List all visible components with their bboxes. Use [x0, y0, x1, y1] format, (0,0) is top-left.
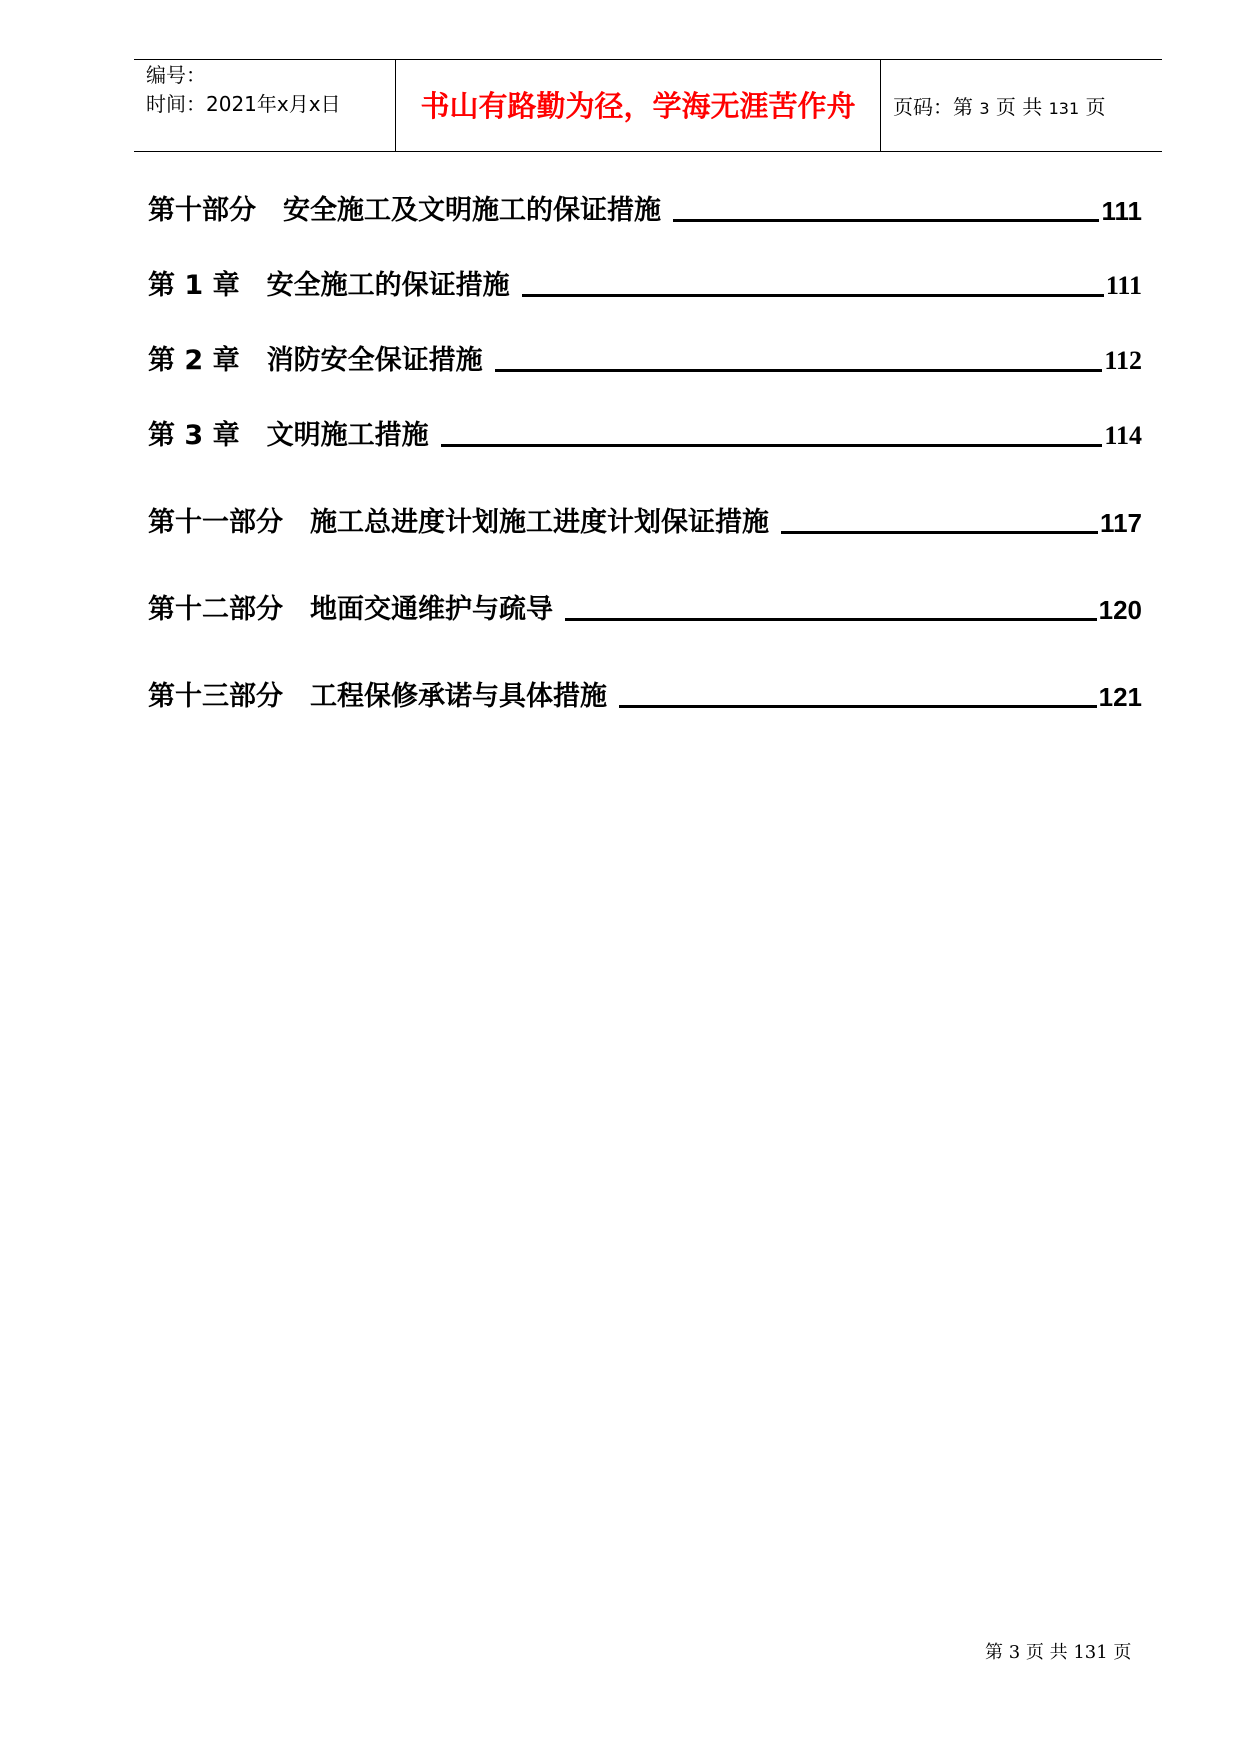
page-header — [134, 59, 1162, 152]
toc-leader-line — [781, 531, 1098, 534]
toc-entry-chapter-1[interactable] — [148, 259, 1142, 303]
toc-entry-part-11[interactable] — [148, 496, 1142, 540]
toc-entry-title: 第 2 章 消防安全保证措施 — [148, 345, 483, 376]
toc-entry-page: 120 — [1098, 595, 1142, 625]
document-time-label: 时间：2021年x月x日 — [146, 92, 341, 116]
toc-leader-line — [673, 219, 1099, 222]
document-code-label: 编号： — [146, 63, 206, 87]
toc-entry-title: 第十部分 安全施工及文明施工的保证措施 — [148, 195, 661, 226]
toc-entry-page: 112 — [1104, 346, 1142, 375]
toc-entry-title: 第 3 章 文明施工措施 — [148, 420, 429, 451]
toc-entry-part-10[interactable] — [148, 184, 1142, 228]
header-motto-cell — [395, 60, 881, 151]
toc-leader-line — [619, 705, 1097, 708]
header-meta-cell — [134, 60, 395, 151]
toc-entry-page: 121 — [1098, 682, 1142, 712]
header-page-info — [893, 94, 1106, 122]
toc-entry-part-13[interactable] — [148, 670, 1142, 714]
page-mid: 页 共 — [995, 95, 1043, 119]
page-suffix: 页 — [1085, 95, 1106, 119]
toc-leader-line — [495, 369, 1103, 372]
toc-entry-title: 第十三部分 工程保修承诺与具体措施 — [148, 681, 607, 712]
toc-entry-page: 117 — [1100, 508, 1142, 538]
toc-leader-line — [441, 444, 1103, 447]
toc-leader-line — [565, 618, 1097, 621]
page-prefix: 页码：第 — [893, 95, 973, 119]
toc-entry-page: 111 — [1105, 271, 1142, 300]
header-page-cell — [881, 60, 1162, 151]
toc-entry-page: 114 — [1104, 421, 1142, 450]
page-current: 3 — [979, 99, 990, 118]
toc-entry-part-12[interactable] — [148, 583, 1142, 627]
toc-entry-chapter-3[interactable] — [148, 409, 1142, 453]
header-motto: 书山有路勤为径，学海无涯苦作舟 — [420, 89, 856, 123]
page-total: 131 — [1048, 99, 1080, 118]
toc-entry-title: 第 1 章 安全施工的保证措施 — [148, 270, 510, 301]
toc-entry-title: 第十二部分 地面交通维护与疏导 — [148, 594, 553, 625]
toc-entry-title: 第十一部分 施工总进度计划施工进度计划保证措施 — [148, 507, 769, 538]
toc-leader-line — [522, 294, 1104, 297]
toc-entry-page: 111 — [1101, 196, 1142, 226]
toc-entry-chapter-2[interactable] — [148, 334, 1142, 378]
page-footer: 第 3 页 共 131 页 — [985, 1642, 1132, 1663]
